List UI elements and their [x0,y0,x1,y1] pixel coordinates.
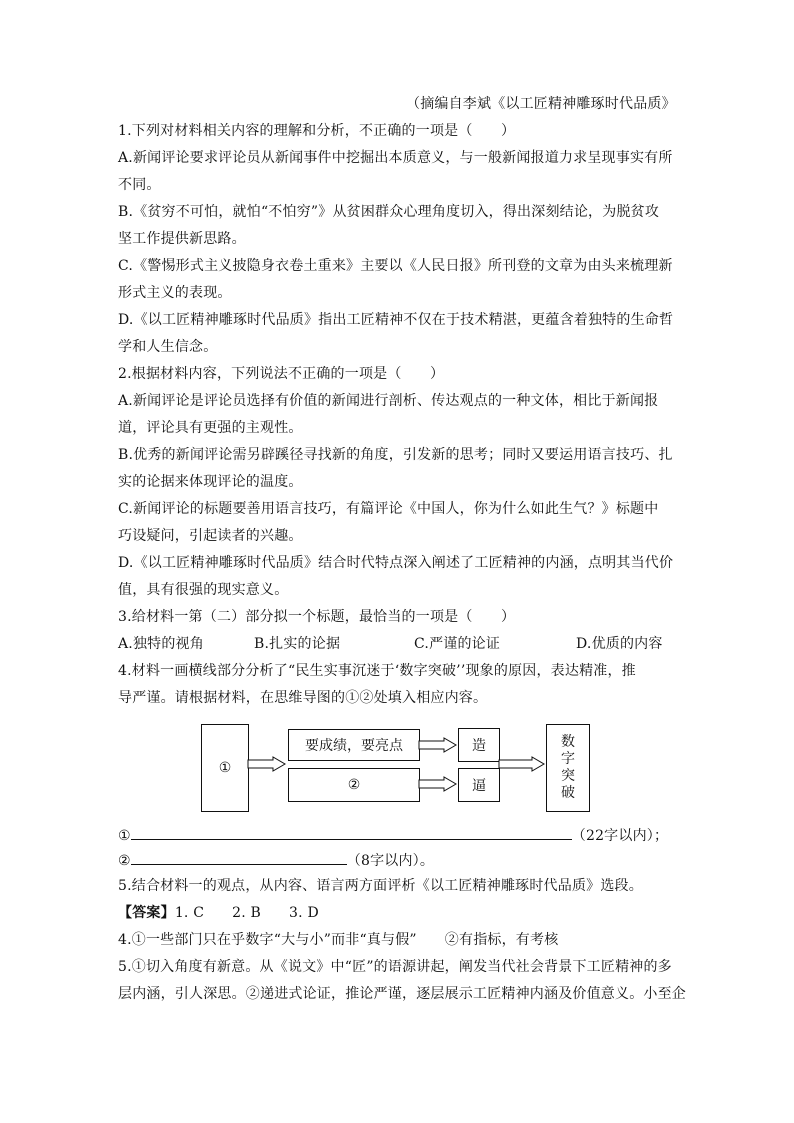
blank-1-label: ① [118,828,131,844]
q1-stem: 1.下列对材料相关内容的理解和分析，不正确的一项是（ ） [118,123,516,139]
q2-option-b-cont: 实的论据来体现评论的温度。 [118,474,303,490]
blank-1-suffix: （22字以内）； [571,828,669,844]
diagram-box-zao: 造 [458,728,500,762]
q2-option-a-cont: 道，评论具有更强的主观性。 [118,420,303,436]
q2-option-d-cont: 值，具有很强的现实意义。 [118,582,289,598]
q2-option-a: A.新闻评论是评论员选择有价值的新闻进行剖析、传达观点的一种文体，相比于新闻报 [118,393,659,409]
q1-option-b-cont: 坚工作提供新思路。 [118,231,246,247]
q1-option-c: C.《警惕形式主义披隐身衣卷土重来》主要以《人民日报》所刊登的文章为由头来梳理新 [118,258,673,274]
q2-option-c-cont: 巧设疑问，引起读者的兴趣。 [118,528,303,544]
q3-option-b: B.扎实的论据 [254,636,341,652]
answer-5-line-1: 5.①切入角度有新意。从《说文》中“匠”的语源讲起，阐发当代社会背景下工匠精神的多 [118,959,672,975]
q2-stem: 2.根据材料内容，下列说法不正确的一项是（ ） [118,366,445,382]
diagram-box-top: 要成绩，要亮点 [288,729,420,761]
blank-1-line[interactable] [131,824,572,840]
q3-option-d: D.优质的内容 [576,636,663,652]
q2-option-b: B.优秀的新闻评论需另辟蹊径寻找新的角度，引发新的思考；同时又要运用语言技巧、扎 [118,447,673,463]
q3-options [118,634,678,654]
q1-option-c-cont: 形式主义的表现。 [118,285,232,301]
diagram-box-2: ② [288,768,420,802]
answer-4-part-2: ②有指标，有考核 [444,932,559,948]
answer-1: 1. C [174,905,205,921]
q2-option-c: C.新闻评论的标题要善用语言技巧，有篇评论《中国人，你为什么如此生气？》标题中 [118,501,659,517]
answer-3: 3. D [289,905,319,921]
q1-option-a-cont: 不同。 [118,177,161,193]
arrow-icon [418,776,458,792]
answer-tag: 【答案】 [118,905,175,921]
answer-2: 2. B [232,905,262,921]
q4-stem: 4.材料一画横线部分分析了“民生实事沉迷于‘数字突破’’现象的原因，表达精准，推 [118,663,636,679]
q4-stem-cont: 导严谨。请根据材料，在思维导图的①②处填入相应内容。 [118,690,488,706]
q3-option-c: C.严谨的论证 [414,636,501,652]
q4-blank-1-row [118,824,678,846]
result-char: 突 [561,768,575,784]
q2-option-d: D.《以工匠精神雕琢时代品质》结合时代特点深入阐述了工匠精神的内涵，点明其当代价 [118,555,674,571]
diagram-box-result [546,724,590,812]
diagram-box-1: ① [201,724,249,812]
q1-option-d-cont: 学和人生信念。 [118,339,218,355]
diagram-box-bi: 逼 [458,768,500,802]
source-citation: （摘编自李斌《以工匠精神雕琢时代品质》 [406,96,676,112]
answer-4-part-1: 4.①一些部门只在乎数字“大与小”而非“真与假” [118,932,417,948]
blank-2-line[interactable] [131,849,347,865]
result-char: 字 [561,751,575,767]
q5-stem: 5.结合材料一的观点，从内容、语言两方面评析《以工匠精神雕琢时代品质》选段。 [118,878,643,894]
q1-option-b: B.《贫穷不可怕，就怕“不怕穷”》从贫困群众心理角度切入，得出深刻结论，为脱贫攻 [118,204,660,220]
result-char: 数 [561,734,575,750]
q4-blank-2-row [118,849,678,871]
q3-option-a: A.独特的视角 [118,636,204,652]
answer-4-row [118,930,678,950]
arrow-icon [247,756,287,772]
q1-option-a: A.新闻评论要求评论员从新闻事件中挖掘出本质意义，与一般新闻报道力求呈现事实有所 [118,150,673,166]
q3-stem: 3.给材料一第（二）部分拟一个标题，最恰当的一项是（ ） [118,609,516,625]
arrow-icon [418,737,458,753]
blank-2-label: ② [118,853,131,869]
result-char: 破 [561,785,575,801]
answer-5-line-2: 层内涵，引人深思。②递进式论证，推论严谨，逐层展示工匠精神内涵及价值意义。小至企 [118,986,686,1002]
arrow-icon [498,756,546,772]
q1-option-d: D.《以工匠精神雕琢时代品质》指出工匠精神不仅在于技术精湛，更蕴含着独特的生命哲 [118,312,674,328]
answers-row [118,903,678,923]
blank-2-suffix: （8字以内）。 [346,853,435,869]
